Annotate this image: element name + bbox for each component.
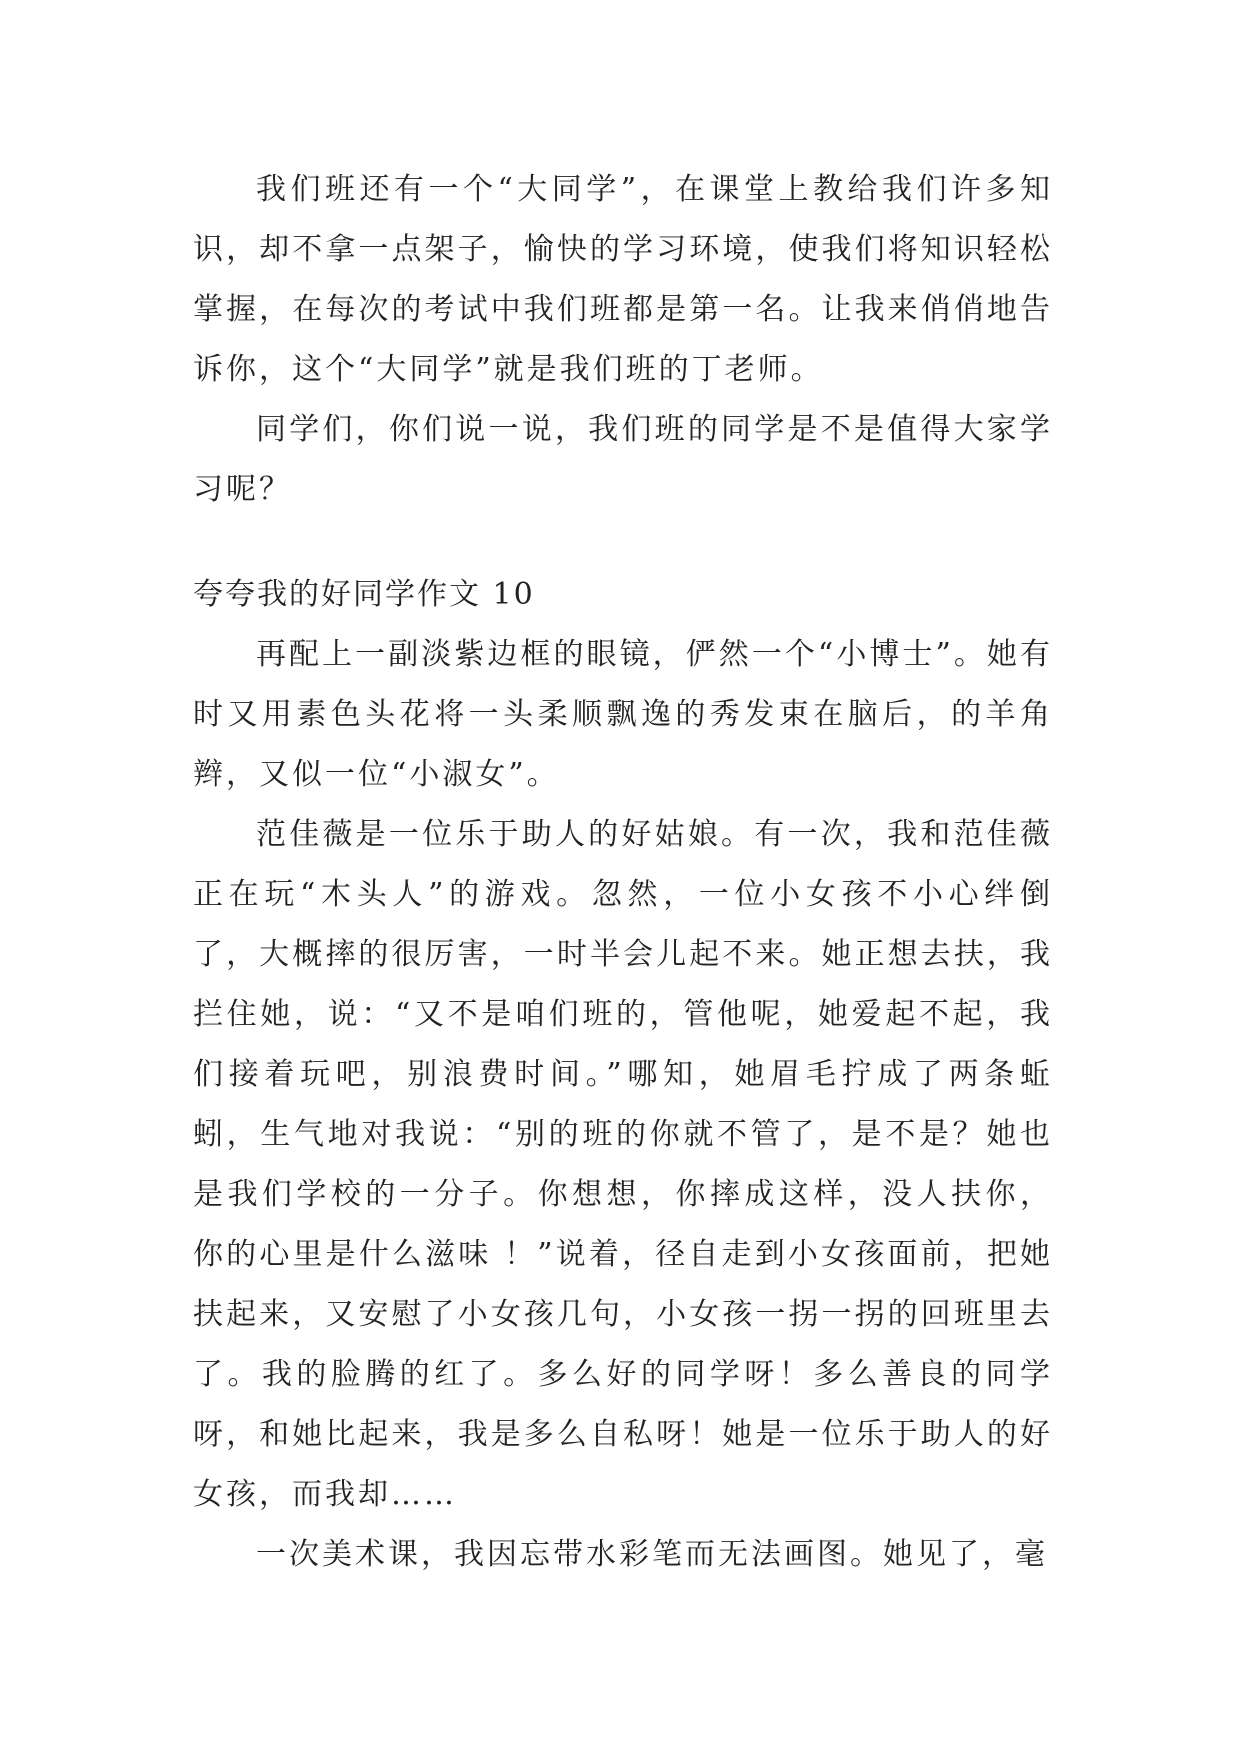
section-heading: 夸夸我的好同学作文 10 [193, 577, 535, 612]
body-paragraph: 同学们，你们说一说，我们班的同学是不是值得大家学习呢？ [193, 412, 1053, 507]
section-spacer [193, 520, 1053, 565]
body-paragraph: 一次美术课，我因忘带水彩笔而无法画图。她见了，毫 [256, 1537, 1048, 1572]
body-paragraph: 范佳薇是一位乐于助人的好姑娘。有一次，我和范佳薇正在玩“木头人”的游戏。忽然，一位小女孩不小心绊倒了，大概摔的很厉害，一时半会儿起不来。她正想去扶，我拦住她，说：“又不是咱们班的，管他呢，她爱起不起，我们接着玩吧，别浪费时间。”哪知，她眉毛拧成了两条蚯蚓，生气地对我说：“别的班的你就不管了，是不是？她也是我们学校的一分子。你想想，你摔成这样，没人扶你， 你的心里是什么滋味 ！”说着，径自走到小女孩面前，把她扶起来，又安慰了小女孩几句，小女孩一拐一拐的回班里去了。我的脸腾的红了。多么好的同学呀！多么善良的同学呀，和她比起来，我是多么自私呀！她是一位乐于助人的好女孩，而我却…… [193, 817, 1053, 1512]
body-paragraph: 我们班还有一个“大同学”，在课堂上教给我们许多知识，却不拿一点架子，愉快的学习环境，使我们将知识轻松掌握，在每次的考试中我们班都是第一名。让我来俏俏地告诉你，这个“大同学”就是我们班的丁老师。 [193, 172, 1053, 387]
document-page [193, 160, 1053, 1585]
body-paragraph: 再配上一副淡紫边框的眼镜，俨然一个“小博士”。她有时又用素色头花将一头柔顺飘逸的秀发束在脑后，的羊角辫，又似一位“小淑女”。 [193, 637, 1053, 792]
